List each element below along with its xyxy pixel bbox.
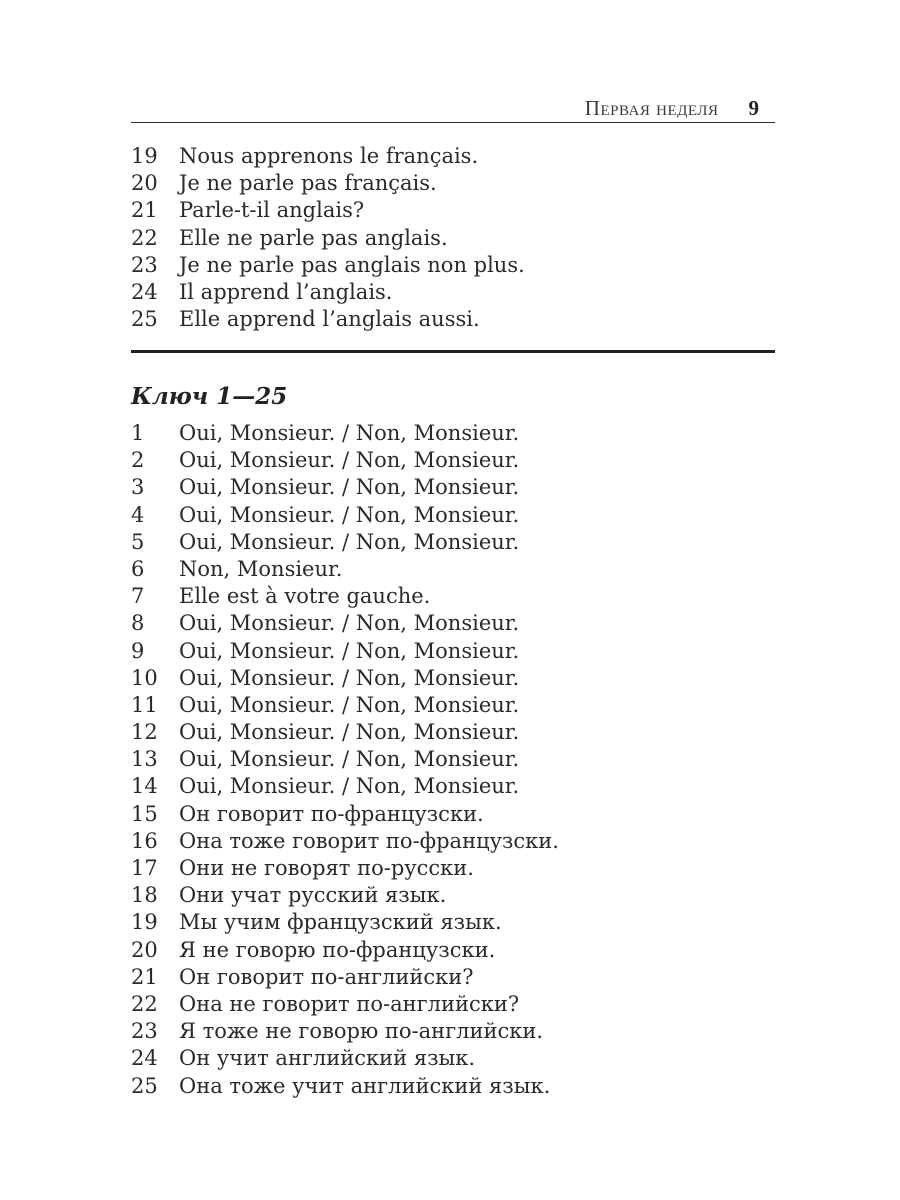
item-text: Он говорит по-французски. bbox=[179, 801, 484, 826]
item-text: Oui, Monsieur. / Non, Monsieur. bbox=[179, 747, 520, 772]
item-number: 20 bbox=[131, 171, 158, 196]
list-item bbox=[131, 638, 559, 665]
item-text: Они учат русский язык. bbox=[179, 883, 447, 908]
item-number: 12 bbox=[131, 720, 158, 745]
item-number: 1 bbox=[131, 421, 145, 445]
item-number: 11 bbox=[131, 692, 158, 717]
list-item bbox=[131, 1073, 559, 1100]
item-number: 22 bbox=[131, 991, 158, 1016]
item-number: 10 bbox=[131, 665, 158, 690]
item-number: 25 bbox=[131, 307, 158, 332]
item-number: 16 bbox=[131, 828, 158, 853]
list-item bbox=[131, 665, 559, 692]
item-number: 19 bbox=[131, 910, 158, 935]
item-number: 24 bbox=[131, 279, 158, 304]
list-item bbox=[131, 529, 559, 556]
list-item bbox=[131, 252, 525, 279]
item-text: Oui, Monsieur. / Non, Monsieur. bbox=[179, 774, 520, 799]
item-text: Parle-t-il anglais? bbox=[179, 198, 365, 223]
running-title: Первая неделя bbox=[584, 96, 719, 120]
item-text: Oui, Monsieur. / Non, Monsieur. bbox=[179, 692, 520, 717]
item-text: Nous apprenons le français. bbox=[179, 144, 479, 168]
list-item bbox=[131, 279, 525, 306]
item-text: Мы учим французский язык. bbox=[179, 910, 502, 935]
list-item bbox=[131, 855, 559, 882]
item-number: 17 bbox=[131, 856, 158, 880]
item-number: 22 bbox=[131, 225, 158, 250]
item-text: Oui, Monsieur. / Non, Monsieur. bbox=[179, 638, 520, 663]
list-item bbox=[131, 909, 559, 936]
list-item bbox=[131, 556, 559, 583]
item-text: Je ne parle pas français. bbox=[179, 171, 437, 196]
answer-key-list bbox=[131, 420, 559, 1100]
item-number: 9 bbox=[131, 638, 145, 663]
list-item bbox=[131, 719, 559, 746]
list-item bbox=[131, 964, 559, 991]
list-item bbox=[131, 225, 525, 252]
list-item bbox=[131, 801, 559, 828]
item-text: Он учит английский язык. bbox=[179, 1046, 476, 1071]
item-text: Я не говорю по-французски. bbox=[179, 937, 496, 962]
item-text: Oui, Monsieur. / Non, Monsieur. bbox=[179, 448, 520, 473]
item-text: Non, Monsieur. bbox=[179, 556, 343, 581]
running-head bbox=[131, 96, 775, 124]
item-text: Elle ne parle pas anglais. bbox=[179, 225, 448, 250]
list-item bbox=[131, 610, 559, 637]
item-number: 19 bbox=[131, 144, 158, 168]
item-text: Она тоже учит английский язык. bbox=[179, 1073, 551, 1098]
item-number: 2 bbox=[131, 448, 145, 473]
list-item bbox=[131, 143, 525, 170]
item-text: Она тоже говорит по-французски. bbox=[179, 828, 559, 853]
item-number: 24 bbox=[131, 1046, 158, 1071]
item-text: Oui, Monsieur. / Non, Monsieur. bbox=[179, 720, 520, 745]
item-text: Они не говорят по-русски. bbox=[179, 856, 474, 880]
list-item bbox=[131, 306, 525, 333]
item-number: 21 bbox=[131, 964, 158, 989]
item-number: 14 bbox=[131, 774, 158, 799]
item-text: Я тоже не говорю по-английски. bbox=[179, 1019, 544, 1044]
item-text: Она не говорит по-английски? bbox=[179, 991, 520, 1016]
list-item bbox=[131, 882, 559, 909]
list-item bbox=[131, 474, 559, 501]
item-number: 20 bbox=[131, 937, 158, 962]
item-text: Oui, Monsieur. / Non, Monsieur. bbox=[179, 611, 520, 636]
list-item bbox=[131, 773, 559, 800]
page-number: 9 bbox=[748, 96, 759, 120]
item-text: Elle apprend l’anglais aussi. bbox=[179, 307, 480, 332]
item-number: 21 bbox=[131, 198, 158, 223]
item-number: 3 bbox=[131, 475, 145, 500]
list-item bbox=[131, 937, 559, 964]
item-text: Oui, Monsieur. / Non, Monsieur. bbox=[179, 475, 520, 500]
list-item bbox=[131, 447, 559, 474]
list-item bbox=[131, 692, 559, 719]
item-text: Oui, Monsieur. / Non, Monsieur. bbox=[179, 502, 520, 527]
item-number: 13 bbox=[131, 747, 158, 772]
exercise-list bbox=[131, 143, 525, 333]
item-text: Oui, Monsieur. / Non, Monsieur. bbox=[179, 529, 520, 554]
list-item bbox=[131, 746, 559, 773]
list-item bbox=[131, 170, 525, 197]
list-item bbox=[131, 1045, 559, 1072]
item-number: 8 bbox=[131, 611, 145, 636]
key-heading: Ключ 1—25 bbox=[131, 383, 288, 410]
item-number: 15 bbox=[131, 801, 158, 826]
list-item bbox=[131, 420, 559, 447]
item-text: Je ne parle pas anglais non plus. bbox=[179, 252, 525, 277]
item-number: 23 bbox=[131, 1019, 158, 1044]
list-item bbox=[131, 502, 559, 529]
item-number: 6 bbox=[131, 556, 145, 581]
list-item bbox=[131, 583, 559, 610]
item-number: 4 bbox=[131, 502, 145, 527]
list-item bbox=[131, 991, 559, 1018]
item-text: Oui, Monsieur. / Non, Monsieur. bbox=[179, 665, 520, 690]
header-rule bbox=[131, 122, 775, 123]
item-number: 7 bbox=[131, 584, 145, 609]
item-text: Elle est à votre gauche. bbox=[179, 584, 431, 609]
item-text: Oui, Monsieur. / Non, Monsieur. bbox=[179, 421, 520, 445]
item-number: 23 bbox=[131, 252, 158, 277]
section-divider bbox=[131, 350, 775, 353]
item-text: Он говорит по-английски? bbox=[179, 964, 474, 989]
list-item bbox=[131, 197, 525, 224]
item-text: Il apprend l’anglais. bbox=[179, 279, 393, 304]
list-item bbox=[131, 828, 559, 855]
item-number: 18 bbox=[131, 883, 158, 908]
item-number: 5 bbox=[131, 529, 145, 554]
list-item bbox=[131, 1018, 559, 1045]
item-number: 25 bbox=[131, 1073, 158, 1098]
